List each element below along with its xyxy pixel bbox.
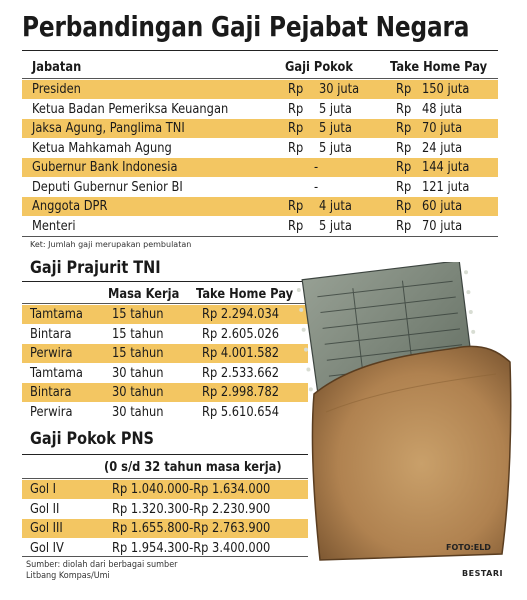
gaji-currency: Rp — [288, 82, 304, 97]
pns-title-rule — [22, 454, 308, 455]
pangkat-cell: Bintara — [30, 326, 72, 342]
table-row — [22, 100, 498, 119]
gaji-currency: Rp — [288, 140, 304, 156]
table-row — [22, 80, 498, 99]
table-row — [22, 197, 498, 216]
gaji-range-cell: Rp 1.320.300-Rp 2.230.900 — [112, 501, 271, 517]
source-line-1: Sumber: diolah dari berbagai sumber — [26, 560, 178, 570]
thp-currency: Rp — [396, 199, 412, 214]
table-row — [22, 519, 308, 538]
golongan-cell: Gol IV — [30, 540, 64, 556]
jabatan-cell: Menteri — [32, 218, 76, 234]
thp-currency: Rp — [396, 101, 412, 117]
thp-value: 144 juta — [422, 160, 470, 175]
gaji-value: - — [314, 179, 319, 195]
tni-thp-cell: Rp 2.998.782 — [202, 385, 280, 400]
table-row — [22, 403, 308, 422]
gaji-range-cell: Rp 1.040.000-Rp 1.634.000 — [112, 482, 271, 497]
col-take-home-pay-header: Take Home Pay — [390, 60, 488, 75]
gaji-value: 5 juta — [319, 140, 352, 156]
table-row — [22, 364, 308, 383]
jabatan-cell: Jaksa Agung, Panglima TNI — [32, 121, 185, 136]
col-masa-kerja-header: Masa Kerja — [108, 287, 180, 302]
pangkat-cell: Tamtama — [30, 307, 83, 322]
table-note: Ket: Jumlah gaji merupakan pembulatan — [30, 240, 192, 249]
tni-thp-cell: Rp 4.001.582 — [202, 346, 280, 361]
thp-value: 150 juta — [422, 82, 470, 97]
gaji-currency: Rp — [288, 101, 304, 117]
pangkat-cell: Perwira — [30, 346, 73, 361]
gaji-value: 5 juta — [319, 121, 352, 136]
envelope-payslip-illustration — [296, 262, 518, 562]
tni-title: Gaji Prajurit TNI — [30, 258, 161, 278]
gaji-currency: Rp — [288, 121, 304, 136]
gaji-value: 5 juta — [319, 218, 352, 234]
tni-thp-cell: Rp 5.610.654 — [202, 404, 280, 420]
golongan-cell: Gol III — [30, 521, 63, 536]
gaji-value: - — [314, 160, 319, 175]
pns-header-rule — [22, 478, 308, 479]
thp-value: 24 juta — [422, 140, 463, 156]
gaji-currency: Rp — [288, 199, 304, 214]
thp-value: 70 juta — [422, 218, 463, 234]
table-header-rule — [22, 78, 498, 79]
jabatan-cell: Ketua Badan Pemeriksa Keuangan — [32, 101, 229, 117]
masa-kerja-cell: 30 tahun — [112, 385, 164, 400]
tni-header-rule — [22, 303, 308, 304]
jabatan-cell: Gubernur Bank Indonesia — [32, 160, 178, 175]
col-tni-thp-header: Take Home Pay — [196, 287, 294, 302]
col-jabatan-header: Jabatan — [32, 60, 82, 75]
col-gaji-pokok-header: Gaji Pokok — [285, 60, 353, 75]
photo-credit: FOTO:ELD — [446, 543, 491, 552]
table-row — [22, 325, 308, 344]
table-bottom-rule — [22, 236, 498, 237]
masa-kerja-cell: 15 tahun — [112, 307, 164, 322]
jabatan-cell: Presiden — [32, 82, 81, 97]
tni-title-rule — [22, 281, 308, 282]
thp-currency: Rp — [396, 160, 412, 175]
table-row — [22, 119, 498, 138]
jabatan-cell: Deputi Gubernur Senior BI — [32, 179, 183, 195]
thp-value: 48 juta — [422, 101, 463, 117]
table-row — [22, 305, 308, 324]
pns-header: (0 s/d 32 tahun masa kerja) — [104, 460, 282, 475]
thp-currency: Rp — [396, 140, 412, 156]
thp-currency: Rp — [396, 179, 412, 195]
pangkat-cell: Perwira — [30, 404, 73, 420]
table-row — [22, 539, 308, 558]
golongan-cell: Gol I — [30, 482, 57, 497]
gaji-value: 5 juta — [319, 101, 352, 117]
table-row — [22, 158, 498, 177]
masa-kerja-cell: 15 tahun — [112, 346, 164, 361]
table-row — [22, 217, 498, 236]
masa-kerja-cell: 15 tahun — [112, 326, 164, 342]
title-rule — [22, 50, 498, 51]
tni-thp-cell: Rp 2.294.034 — [202, 307, 280, 322]
table-row — [22, 383, 308, 402]
masa-kerja-cell: 30 tahun — [112, 404, 164, 420]
pns-bottom-rule — [22, 556, 308, 557]
thp-value: 60 juta — [422, 199, 463, 214]
gaji-range-cell: Rp 1.954.300-Rp 3.400.000 — [112, 540, 271, 556]
table-row — [22, 480, 308, 499]
envelope-shape — [312, 346, 510, 560]
thp-value: 121 juta — [422, 179, 470, 195]
gaji-value: 4 juta — [319, 199, 352, 214]
gaji-currency: Rp — [288, 218, 304, 234]
page-title: Perbandingan Gaji Pejabat Negara — [22, 10, 470, 43]
tni-thp-cell: Rp 2.605.026 — [202, 326, 280, 342]
pns-header-row — [22, 458, 308, 477]
tni-header-row — [22, 285, 308, 304]
gaji-range-cell: Rp 1.655.800-Rp 2.763.900 — [112, 521, 271, 536]
pangkat-cell: Bintara — [30, 385, 72, 400]
table-row — [22, 344, 308, 363]
table-row — [22, 139, 498, 158]
masa-kerja-cell: 30 tahun — [112, 365, 164, 381]
jabatan-cell: Ketua Mahkamah Agung — [32, 140, 172, 156]
pangkat-cell: Tamtama — [30, 365, 83, 381]
table-header-row — [22, 58, 498, 77]
tni-thp-cell: Rp 2.533.662 — [202, 365, 280, 381]
golongan-cell: Gol II — [30, 501, 60, 517]
thp-value: 70 juta — [422, 121, 463, 136]
table-row — [22, 178, 498, 197]
source-line-2: Litbang Kompas/Umi — [26, 571, 110, 581]
thp-currency: Rp — [396, 121, 412, 136]
gaji-value: 30 juta — [319, 82, 360, 97]
artist-credit: BESTARI — [462, 569, 503, 578]
jabatan-cell: Anggota DPR — [32, 199, 108, 214]
thp-currency: Rp — [396, 218, 412, 234]
thp-currency: Rp — [396, 82, 412, 97]
table-row — [22, 500, 308, 519]
pns-title: Gaji Pokok PNS — [30, 429, 154, 449]
